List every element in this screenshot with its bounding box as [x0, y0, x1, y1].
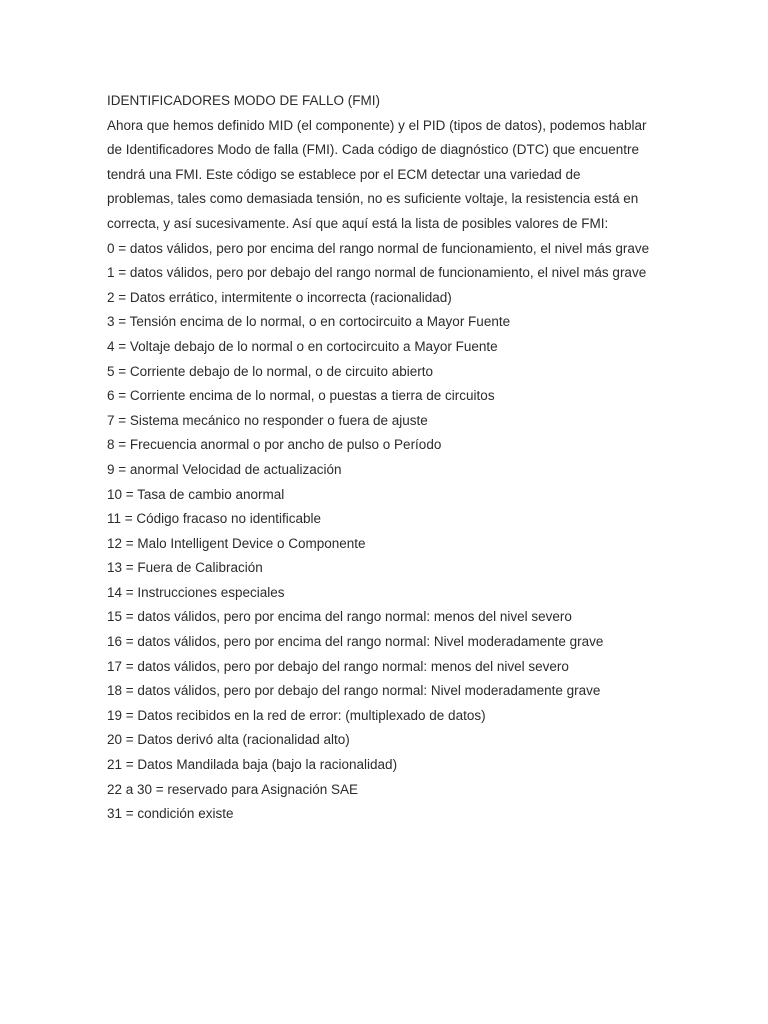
fmi-item: 1 = datos válidos, pero por debajo del rango normal de funcionamiento, el nivel más grave: [107, 265, 647, 281]
fmi-item: 6 = Corriente encima de lo normal, o puestas a tierra de circuitos: [107, 388, 495, 404]
fmi-item: 16 = datos válidos, pero por encima del rango normal: Nivel moderadamente grave: [107, 634, 604, 650]
intro-line: correcta, y así sucesivamente. Así que aquí está la lista de posibles valores de FMI:: [107, 215, 609, 231]
fmi-item: 5 = Corriente debajo de lo normal, o de circuito abierto: [107, 363, 434, 379]
fmi-item: 2 = Datos errático, intermitente o incorrecta (racionalidad): [107, 289, 452, 305]
intro-line: de Identificadores Modo de falla (FMI). Cada código de diagnóstico (DTC) que encuentre: [107, 142, 640, 158]
intro-line: tendrá una FMI. Este código se establece por el ECM detectar una variedad de: [107, 166, 581, 182]
fmi-item: 9 = anormal Velocidad de actualización: [107, 461, 342, 477]
document-page: [107, 89, 667, 827]
fmi-item: 7 = Sistema mecánico no responder o fuera de ajuste: [107, 412, 428, 428]
fmi-item: 18 = datos válidos, pero por debajo del rango normal: Nivel moderadamente grave: [107, 683, 601, 699]
fmi-item: 22 a 30 = reservado para Asignación SAE: [107, 781, 359, 797]
fmi-item: 3 = Tensión encima de lo normal, o en cortocircuito a Mayor Fuente: [107, 314, 511, 330]
fmi-item: 4 = Voltaje debajo de lo normal o en cortocircuito a Mayor Fuente: [107, 338, 498, 354]
fmi-item: 19 = Datos recibidos en la red de error: (multiplexado de datos): [107, 707, 486, 723]
fmi-list: [107, 237, 667, 827]
document-title: IDENTIFICADORES MODO DE FALLO (FMI): [107, 93, 381, 108]
fmi-item: 31 = condición existe: [107, 806, 234, 822]
fmi-item: 8 = Frecuencia anormal o por ancho de pulso o Período: [107, 437, 442, 453]
fmi-item: 17 = datos válidos, pero por debajo del rango normal: menos del nivel severo: [107, 658, 569, 674]
fmi-item: 12 = Malo Intelligent Device o Componente: [107, 535, 366, 551]
fmi-item: 13 = Fuera de Calibración: [107, 560, 263, 576]
intro-line: problemas, tales como demasiada tensión, no es suficiente voltaje, la resistencia está en: [107, 191, 639, 207]
fmi-item: 0 = datos válidos, pero por encima del rango normal de funcionamiento, el nivel más grave: [107, 240, 650, 256]
fmi-item: 20 = Datos derivó alta (racionalidad alto): [107, 732, 350, 748]
fmi-item: 11 = Código fracaso no identificable: [107, 511, 322, 527]
fmi-item: 10 = Tasa de cambio anormal: [107, 486, 285, 502]
intro-paragraph: [107, 114, 667, 237]
fmi-item: 21 = Datos Mandilada baja (bajo la racionalidad): [107, 757, 398, 773]
fmi-item: 14 = Instrucciones especiales: [107, 584, 285, 600]
intro-line: Ahora que hemos definido MID (el componente) y el PID (tipos de datos), podemos hablar: [107, 117, 647, 133]
fmi-item: 15 = datos válidos, pero por encima del rango normal: menos del nivel severo: [107, 609, 572, 625]
